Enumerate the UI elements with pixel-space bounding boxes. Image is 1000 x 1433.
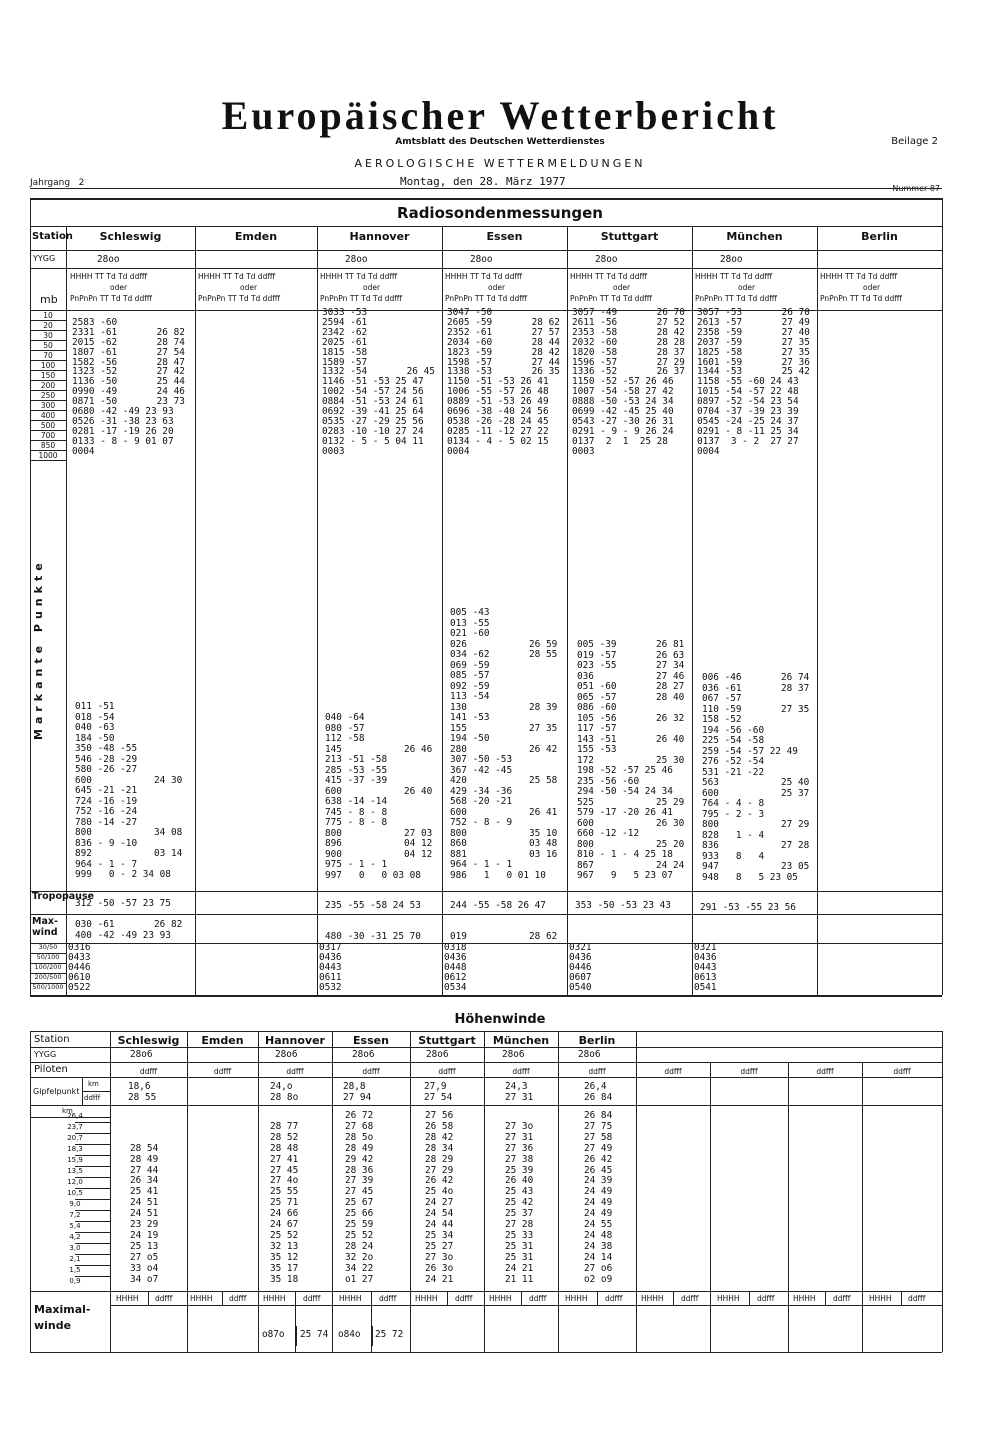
maxwind-essen: 019 28 62 — [450, 931, 558, 942]
hoehenwinde-title: Höhenwinde — [454, 1012, 546, 1027]
thickness-schleswig: 0316 0433 0446 0610 0522 — [68, 942, 91, 993]
maxwind-schleswig: 030 -61 26 82 400 -42 -49 23 93 — [75, 919, 183, 941]
station-name: Stuttgart — [600, 230, 659, 243]
yygg-label: YYGG — [34, 1050, 57, 1059]
issue-date: Montag, den 28. März 1977 — [400, 175, 566, 188]
yygg-value: 28o6 — [130, 1049, 153, 1060]
gipfel-stuttgart: 27,9 27 54 — [424, 1081, 453, 1103]
page-title: Europäischer Wetterbericht — [221, 93, 779, 138]
gipfelpunkt-label: Gipfelpunkt — [33, 1087, 80, 1096]
tropopause-value: 291 -53 -55 23 56 — [700, 902, 796, 913]
yygg-value: 28o6 — [502, 1049, 525, 1060]
yygg-value: 28o6 — [275, 1049, 298, 1060]
station-name: Hannover — [265, 1034, 325, 1047]
mb-label: mb — [40, 293, 58, 306]
maxwinde-dd: 25 74 — [300, 1329, 329, 1340]
station-name: Emden — [234, 230, 278, 243]
radiosonde-title: Radiosondenmessungen — [397, 204, 603, 222]
yygg-value: 28oo — [97, 254, 120, 265]
markante-stuttgart: 005 -39 26 81 019 -57 26 63 023 -55 27 34 036 27 46 051 -60 28 27 065 -57 28 40 086 -60 105 -56 26 32 117 -57 143 -51 26 40 155 -53 172 25 30 198 -52 -57 25 46 235 -56 -60 294 -50 -54 24 34 525 25 29 579 -17 -20 26 41 600 26 30 660 -12 -12 800 25 20 810 - 1 - 4 25 18 867 24 24 967 9 5 23 07 — [577, 639, 685, 881]
winds-berlin: 26 84 27 75 27 58 27 49 26 42 26 45 24 39 24 49 24 49 24 49 24 55 24 48 24 38 24 14 27 o6 o2 o9 — [584, 1110, 613, 1285]
station-name: Emden — [201, 1034, 244, 1047]
maxwind-label: Max-wind — [32, 916, 58, 938]
beilage-label: Beilage 2 — [891, 136, 938, 147]
level-data-schleswig: 2583 -60 2331 -61 26 82 2015 -62 28 74 1807 -61 27 54 1582 -56 28 47 1323 -52 27 42 1136 -50 25 44 0990 -49 24 46 0871 -50 23 73 0680 -42 -49 23 93 0526 -31 -38 23 63 0281 -17 -19 26 20 0133 - 8 - 9 01 07 0004 — [72, 316, 185, 457]
station-name: München — [492, 1034, 550, 1047]
level-data-hannover: 3033 -53 2594 -61 2342 -62 2025 -61 1815 -58 1589 -57 1332 -54 26 45 1146 -51 -53 25 47 1002 -54 -57 24 56 0884 -51 -53 24 61 0692 -39 -41 25 64 0535 -27 -29 25 56 0283 -10 -10 27 24 0132 - 5 - 5 04 11 0003 — [322, 307, 435, 457]
yygg-value: 28o6 — [352, 1049, 375, 1060]
tropopause-value: 312 -50 -57 23 75 — [75, 898, 171, 909]
markante-essen: 005 -43 013 -55 021 -60 026 26 59 034 -62 28 55 069 -59 085 -57 092 -59 113 -54 130 28 39 141 -53 155 27 35 194 -50 280 26 42 307 -50 -53 367 -42 -45 420 25 58 429 -34 -36 568 -20 -21 600 26 41 752 - 8 - 9 800 35 10 860 03 48 881 03 16 964 - 1 - 1 986 1 0 01 10 — [450, 607, 558, 881]
markante-hannover: 040 -64 080 -57 112 -58 145 26 46 213 -51 -58 285 -53 -55 415 -37 -39 600 26 40 638 -14 -14 745 - 8 - 8 775 - 8 - 8 800 27 03 896 04 12 900 04 12 975 - 1 - 1 997 0 0 03 08 — [325, 712, 433, 881]
section-heading: AEROLOGISCHE WETTERMELDUNGEN — [354, 157, 646, 170]
station-name: Schleswig — [99, 230, 162, 243]
km-label: km — [62, 1107, 73, 1115]
thickness-hannover: 0317 0436 0443 0611 0532 — [319, 942, 342, 993]
yygg-value: 28oo — [595, 254, 618, 265]
maxwinde-hhhh: o87o — [262, 1329, 285, 1340]
markante-muenchen: 006 -46 26 74 036 -61 28 37 067 -57 110 -59 27 35 158 -52 194 -56 -60 225 -54 -58 259 -54 -57 22 49 276 -52 -54 531 -21 -22 563 25 40 600 25 37 764 - 4 - 8 795 - 2 - 3 800 27 29 828 1 - 4 836 27 28 933 8 4 947 23 05 948 8 5 23 05 — [702, 672, 810, 883]
station-name: Hannover — [349, 230, 410, 243]
tropopause-value: 353 -50 -53 23 43 — [575, 900, 671, 911]
station-name: Berlin — [861, 230, 898, 243]
yygg-value: 28o6 — [578, 1049, 601, 1060]
divider — [30, 188, 942, 189]
level-data-muenchen: 3057 -53 26 70 2613 -57 27 49 2358 -59 27 40 2037 -59 27 35 1825 -58 27 35 1601 -59 27 36 1344 -53 25 42 1158 -55 -60 24 43 1015 -54 -57 22 48 0897 -52 -54 23 54 0704 -37 -39 23 39 0545 -24 -25 24 37 0291 - 8 -11 25 34 0137 3 - 2 27 27 0004 — [697, 307, 810, 457]
yygg-value: 28o6 — [426, 1049, 449, 1060]
thickness-muenchen: 0321 0436 0443 0613 0541 — [694, 942, 717, 993]
level-data-essen: 3047 -50 2605 -59 28 62 2352 -61 27 57 2034 -60 28 44 1823 -59 28 42 1598 -57 27 44 1338 -53 26 35 1150 -51 -53 26 41 1006 -55 -57 26 48 0889 -51 -53 26 49 0696 -38 -40 24 56 0538 -26 -28 24 45 0285 -11 -12 27 22 0134 - 4 - 5 02 15 0004 — [447, 307, 560, 457]
level-data-stuttgart: 3057 -49 26 70 2611 -56 27 52 2353 -58 28 42 2032 -60 28 28 1820 -58 28 37 1596 -57 27 29 1336 -52 26 37 1150 -52 -57 26 46 1007 -54 -58 27 42 0888 -50 -53 24 34 0699 -42 -45 25 40 0543 -27 -30 26 31 0291 - 9 - 9 26 24 0137 2 1 25 28 0003 — [572, 307, 685, 457]
winds-schleswig: 28 54 28 49 27 44 26 34 25 41 24 51 24 51 23 29 24 19 25 13 27 o5 33 o4 34 o7 — [130, 1142, 159, 1285]
yygg-value: 28oo — [345, 254, 368, 265]
station-name: Schleswig — [117, 1034, 180, 1047]
issue-number: Nummer 87 — [892, 184, 940, 193]
markante-schleswig: 011 -51 018 -54 040 -63 184 -50 350 -48 -55 546 -28 -29 580 -26 -27 600 24 30 645 -21 -21 724 -16 -19 752 -16 -24 780 -14 -27 800 34 08 836 - 9 -10 892 03 14 964 - 1 - 7 999 0 - 2 34 08 — [75, 701, 183, 880]
tropopause-value: 244 -55 -58 26 47 — [450, 900, 546, 911]
station-label: Station — [32, 231, 73, 242]
gipfel-berlin: 26,4 26 84 — [584, 1081, 613, 1103]
gipfel-muenchen: 24,3 27 31 — [505, 1081, 534, 1103]
maxwind-hannover: 480 -30 -31 25 70 — [325, 931, 421, 942]
gipfel-km-label: km — [88, 1080, 99, 1088]
station-name: Berlin — [578, 1034, 616, 1047]
station-name: Stuttgart — [418, 1034, 476, 1047]
yygg-value: 28oo — [720, 254, 743, 265]
winds-muenchen: 27 3o 27 31 27 36 27 38 25 39 26 40 25 43 25 42 25 37 27 28 25 33 25 31 25 31 24 21 21 11 — [505, 1120, 534, 1285]
winds-hannover: 28 77 28 52 28 48 27 41 27 45 27 4o 25 55 25 71 24 66 24 67 25 52 32 13 35 12 35 17 35 18 — [270, 1120, 299, 1285]
tropopause-label: Tropopause — [32, 891, 95, 902]
maxwinde-dd: 25 72 — [375, 1329, 404, 1340]
thickness-essen: 0318 0436 0448 0612 0534 — [444, 942, 467, 993]
station-name: München — [726, 230, 783, 243]
maxwinde-hhhh: o84o — [338, 1329, 361, 1340]
jahrgang: Jahrgang 2 — [30, 178, 85, 188]
station-name: Essen — [486, 230, 523, 243]
gipfel-hannover: 24,o 28 8o — [270, 1081, 299, 1103]
tropopause-value: 235 -55 -58 24 53 — [325, 900, 421, 911]
yygg-value: 28oo — [470, 254, 493, 265]
station-label: Station — [34, 1034, 70, 1045]
subtitle: Amtsblatt des Deutschen Wetterdienstes — [395, 137, 605, 147]
station-name: Essen — [353, 1034, 389, 1047]
gipfel-dd-label: ddfff — [84, 1094, 101, 1102]
yygg-label: YYGG — [33, 254, 56, 263]
winds-stuttgart: 27 56 26 58 28 42 28 34 28 29 27 29 26 42 25 4o 24 27 24 54 24 44 25 34 25 27 27 3o 26 3o 24 21 — [425, 1110, 454, 1285]
thickness-stuttgart: 0321 0436 0446 0607 0540 — [569, 942, 592, 993]
gipfel-schleswig: 18,6 28 55 — [128, 1081, 157, 1103]
winds-essen: 26 72 27 68 28 5o 28 49 29 42 28 36 27 39 27 45 25 67 25 66 25 59 25 52 28 24 32 2o 34 22 o1 27 — [345, 1110, 374, 1285]
gipfel-essen: 28,8 27 94 — [343, 1081, 372, 1103]
maximalwinde-label: Maximal-winde — [34, 1303, 91, 1332]
piloten-label: Piloten — [34, 1064, 68, 1075]
